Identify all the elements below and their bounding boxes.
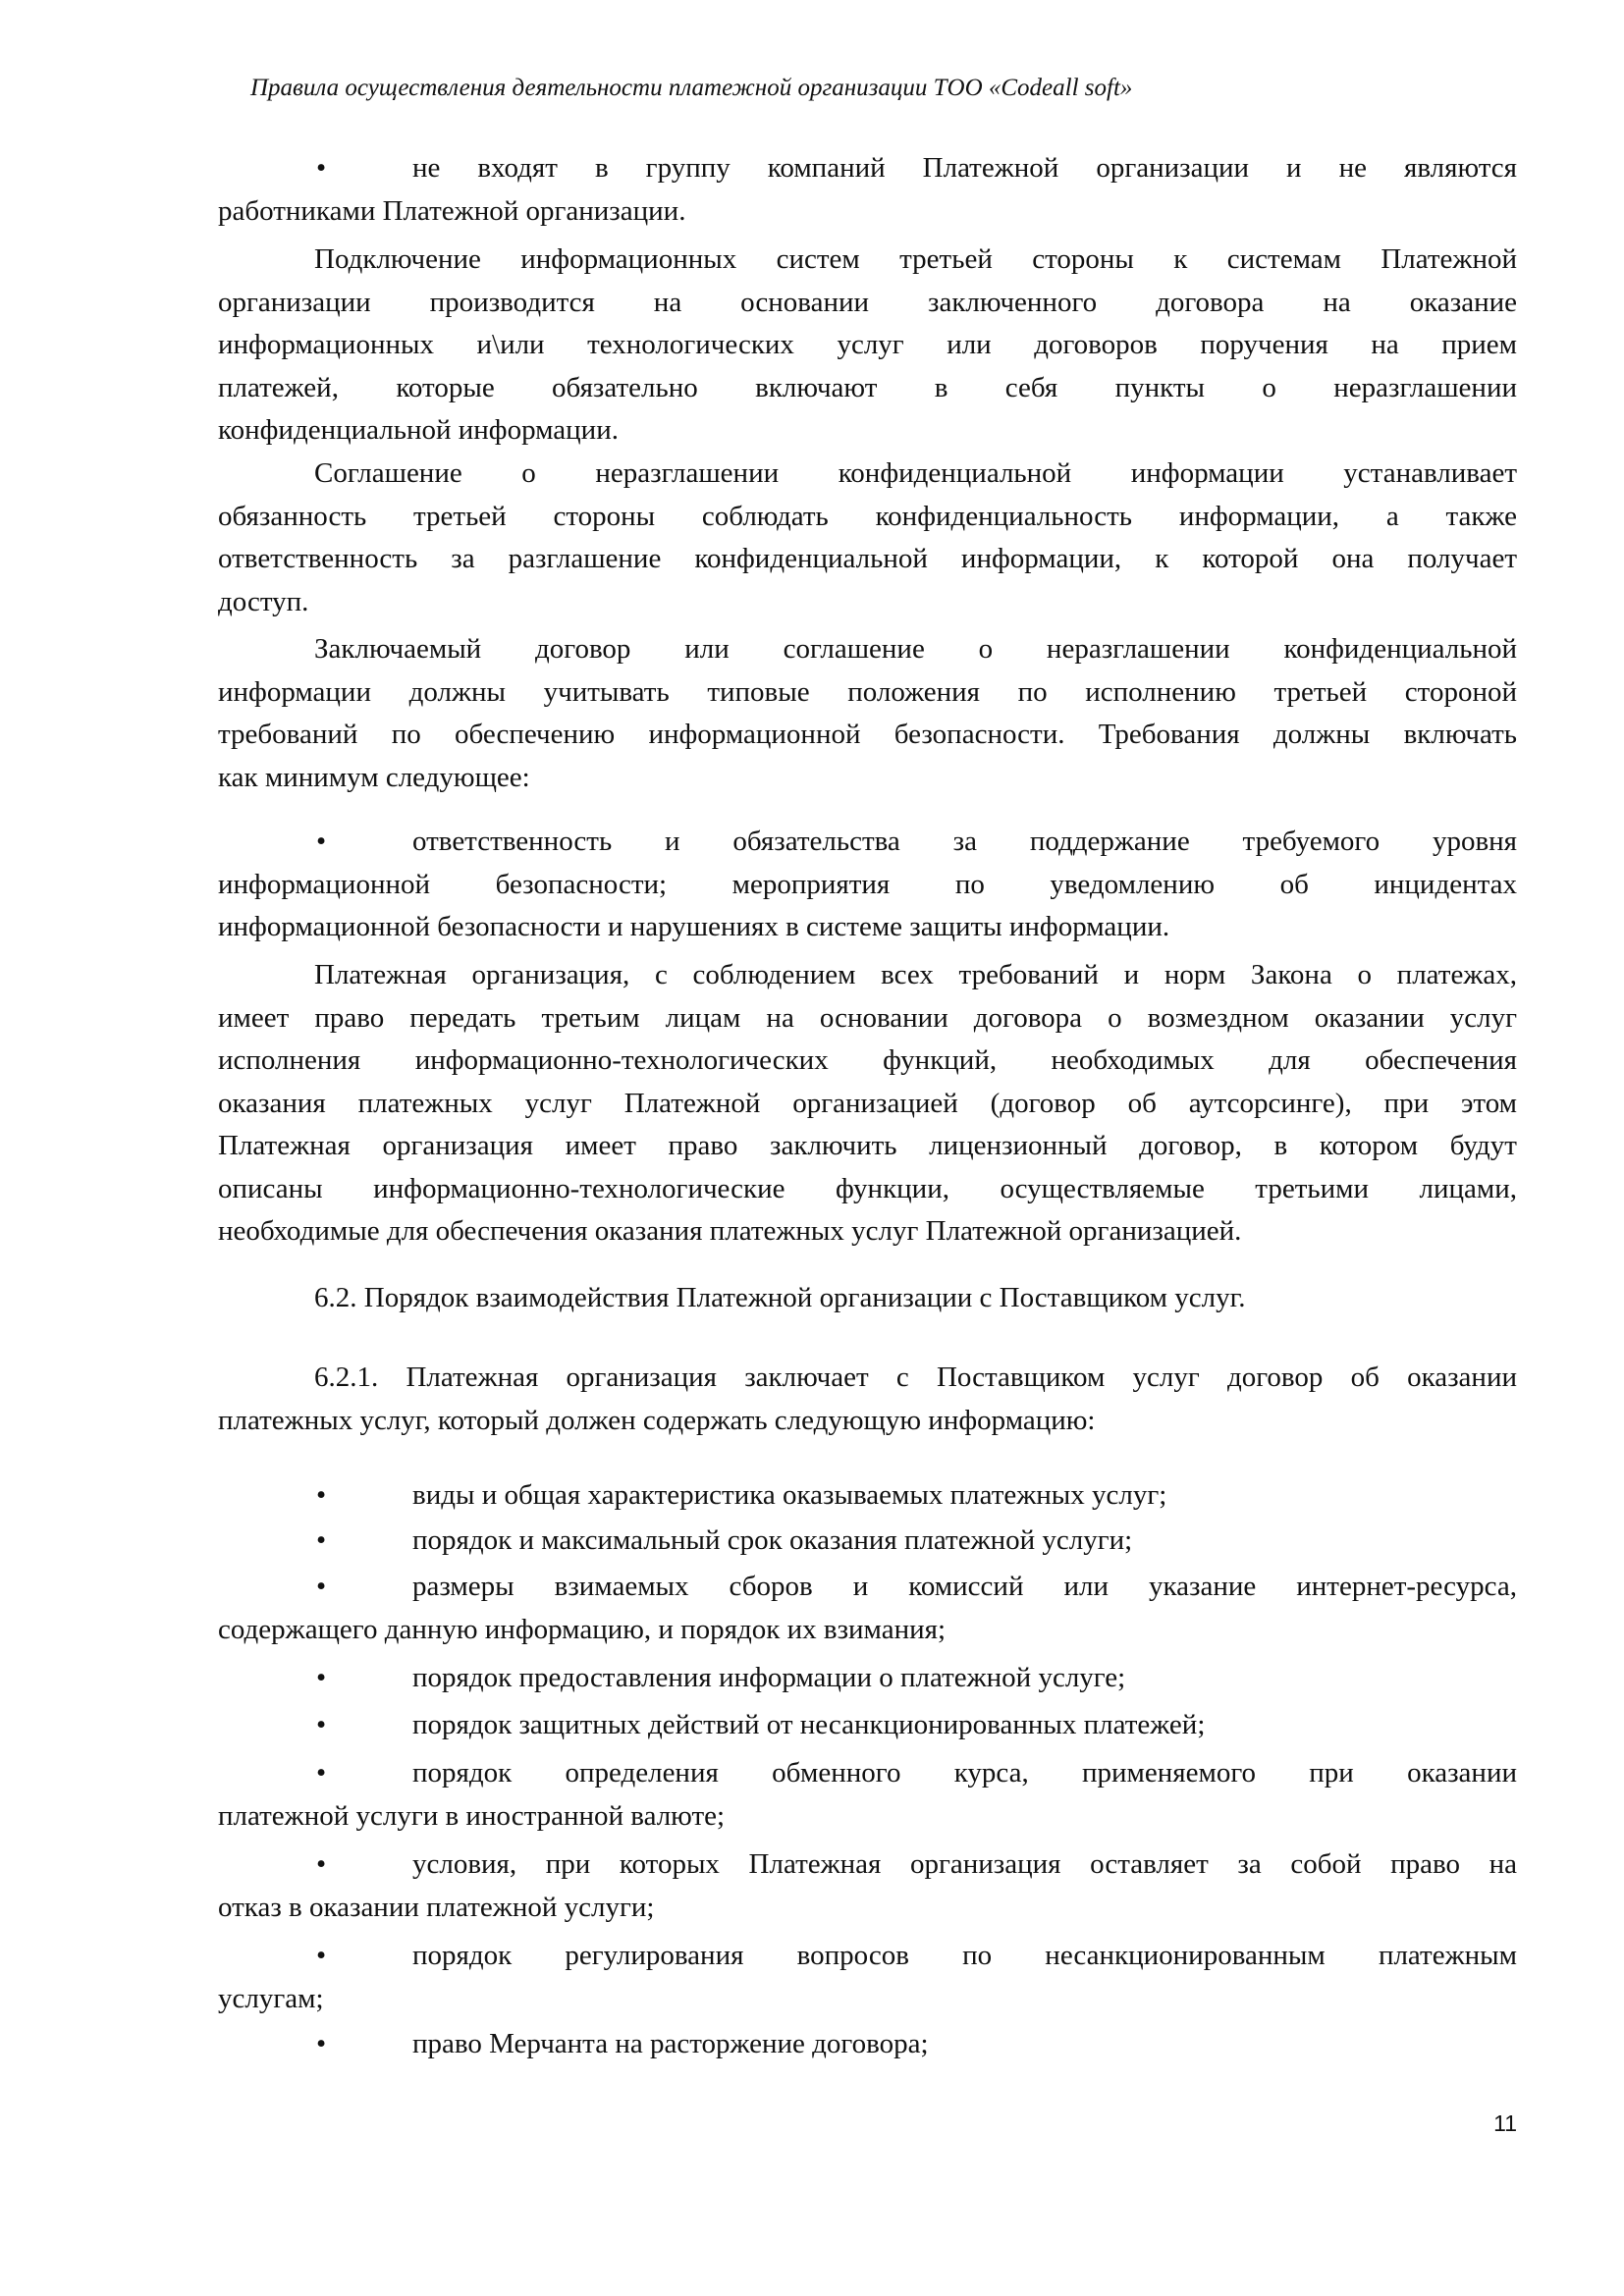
text-line: [218, 496, 1517, 539]
bullet-icon: •: [316, 1757, 327, 1789]
bullet-icon: •: [316, 1479, 327, 1511]
paragraph: [218, 239, 1517, 453]
line-text: ответственность за разглашение конфиденциальной информации, к которой она получает: [218, 543, 1517, 574]
text-line: [218, 628, 1517, 671]
text-line: [218, 1210, 1517, 1254]
text-line: [218, 1040, 1517, 1083]
text-line: [218, 581, 1517, 624]
bullet-icon: •: [316, 826, 327, 857]
line-text: как минимум следующее:: [218, 761, 530, 793]
paragraph: [218, 954, 1517, 1254]
text-line: [218, 1795, 1517, 1839]
line-text: Подключение информационных систем третьей стороны к системам Платежной: [314, 243, 1517, 275]
text-line: [218, 239, 1517, 282]
bullet-item: [218, 147, 1517, 233]
paragraph: [218, 628, 1517, 799]
bullet-icon: •: [316, 1524, 327, 1556]
bullet-item: [218, 821, 1517, 949]
text-line: [218, 1520, 1517, 1563]
line-text: 6.2. Порядок взаимодействия Платежной организации с Поставщиком услуг.: [314, 1282, 1246, 1313]
line-text: ответственность и обязательства за поддержание требуемого уровня: [412, 826, 1517, 857]
text-line: [218, 1843, 1517, 1887]
line-text: доступ.: [218, 585, 309, 617]
bullet-item: [218, 2023, 1517, 2066]
line-text: условия, при которых Платежная организация оставляет за собой право на: [412, 1848, 1517, 1880]
line-text: Заключаемый договор или соглашение о неразглашении конфиденциальной: [314, 633, 1517, 665]
text-line: [218, 367, 1517, 410]
bullet-item: [218, 1657, 1517, 1700]
line-text: порядок и максимальный срок оказания платежной услуги;: [412, 1524, 1133, 1556]
line-text: Платежная организация имеет право заключить лицензионный договор, в котором будут: [218, 1130, 1517, 1161]
line-text: не входят в группу компаний Платежной организации и не являются: [412, 152, 1517, 184]
line-text: платежной услуги в иностранной валюте;: [218, 1799, 726, 1832]
line-text: описаны информационно-технологические функции, осуществляемые третьими лицами,: [218, 1172, 1517, 1204]
text-line: [218, 821, 1517, 864]
bullet-item: [218, 1520, 1517, 1563]
text-line: [218, 1566, 1517, 1609]
line-text: требований по обеспечению информационной безопасности. Требования должны включать: [218, 719, 1517, 750]
line-text: конфиденциальной информации.: [218, 414, 619, 446]
line-text: порядок предоставления информации о платежной услуге;: [412, 1662, 1126, 1693]
bullet-icon: •: [316, 1848, 327, 1880]
text-line: [218, 1083, 1517, 1126]
line-text: информационных и\или технологических услуг или договоров поручения на прием: [218, 329, 1517, 360]
line-text: Платежная организация, с соблюдением всех требований и норм Закона о платежах,: [314, 959, 1517, 990]
text-line: [218, 324, 1517, 367]
running-header: Правила осуществления деятельности платежной организации ТОО «Codeall soft»: [250, 75, 1133, 101]
text-line: [218, 2023, 1517, 2066]
bullet-item: [218, 1704, 1517, 1747]
line-text: платежей, которые обязательно включают в себя пункты о неразглашении: [218, 371, 1517, 403]
text-line: [218, 1704, 1517, 1747]
line-text: порядок определения обменного курса, применяемого при оказании: [412, 1757, 1517, 1789]
line-text: содержащего данную информацию, и порядок их взимания;: [218, 1613, 947, 1645]
text-line: [218, 453, 1517, 496]
line-text: Соглашение о неразглашении конфиденциальной информации устанавливает: [314, 457, 1517, 489]
line-text: размеры взимаемых сборов и комиссий или указание интернет-ресурса,: [412, 1571, 1517, 1602]
line-text: виды и общая характеристика оказываемых платежных услуг;: [412, 1479, 1167, 1511]
text-line: [218, 1609, 1517, 1652]
line-text: имеет право передать третьим лицам на основании договора о возмездном оказании услуг: [218, 1001, 1517, 1034]
text-line: [218, 906, 1517, 949]
line-text: информации должны учитывать типовые положения по исполнению третьей стороной: [218, 675, 1517, 708]
text-line: [218, 1935, 1517, 1978]
line-text: платежных услуг, который должен содержать следующую информацию:: [218, 1404, 1096, 1436]
line-text: отказ в оказании платежной услуги;: [218, 1891, 655, 1923]
bullet-item: [218, 1752, 1517, 1838]
line-text: информационной безопасности; мероприятия по уведомлению об инцидентах: [218, 868, 1517, 900]
text-line: [218, 1752, 1517, 1795]
text-line: [218, 864, 1517, 907]
text-line: [218, 1168, 1517, 1211]
text-line: [218, 190, 1517, 234]
line-text: оказания платежных услуг Платежной организацией (договор об аутсорсинге), при этом: [218, 1087, 1517, 1119]
bullet-icon: •: [316, 152, 327, 184]
text-line: [218, 714, 1517, 757]
text-line: [218, 1277, 1517, 1320]
paragraph: [218, 1357, 1517, 1442]
bullet-icon: •: [316, 1940, 327, 1971]
bullet-icon: •: [316, 1709, 327, 1740]
text-line: [218, 671, 1517, 715]
text-line: [218, 954, 1517, 997]
bullet-item: [218, 1843, 1517, 1929]
bullet-icon: •: [316, 2028, 327, 2059]
line-text: обязанность третьей стороны соблюдать конфиденциальность информации, а также: [218, 500, 1517, 532]
line-text: необходимые для обеспечения оказания платежных услуг Платежной организацией.: [218, 1215, 1242, 1247]
text-line: [218, 409, 1517, 453]
line-text: информационной безопасности и нарушениях в системе защиты информации.: [218, 911, 1170, 942]
text-line: [218, 1978, 1517, 2021]
line-text: услугам;: [218, 1982, 324, 2014]
bullet-item: [218, 1474, 1517, 1518]
bullet-icon: •: [316, 1571, 327, 1602]
line-text: порядок защитных действий от несанкционированных платежей;: [412, 1709, 1206, 1740]
bullet-icon: •: [316, 1662, 327, 1693]
line-text: право Мерчанта на расторжение договора;: [412, 2028, 929, 2059]
line-text: порядок регулирования вопросов по несанкционированным платежным: [412, 1940, 1517, 1971]
text-line: [218, 538, 1517, 581]
text-line: [218, 1400, 1517, 1443]
line-text: работниками Платежной организации.: [218, 194, 686, 227]
bullet-item: [218, 1935, 1517, 2020]
text-line: [218, 147, 1517, 190]
text-line: [218, 1474, 1517, 1518]
bullet-item: [218, 1566, 1517, 1651]
paragraph: [218, 453, 1517, 623]
text-line: [218, 282, 1517, 325]
text-line: [218, 997, 1517, 1041]
line-text: 6.2.1. Платежная организация заключает с Поставщиком услуг договор об оказании: [314, 1362, 1517, 1393]
text-line: [218, 1887, 1517, 1930]
line-text: организации производится на основании заключенного договора на оказание: [218, 286, 1517, 318]
text-line: [218, 1125, 1517, 1168]
text-line: [218, 1357, 1517, 1400]
paragraph: [218, 1277, 1517, 1320]
text-line: [218, 757, 1517, 800]
text-line: [218, 1657, 1517, 1700]
line-text: исполнения информационно-технологических функций, необходимых для обеспечения: [218, 1044, 1517, 1076]
page-number: 11: [1493, 2110, 1517, 2136]
